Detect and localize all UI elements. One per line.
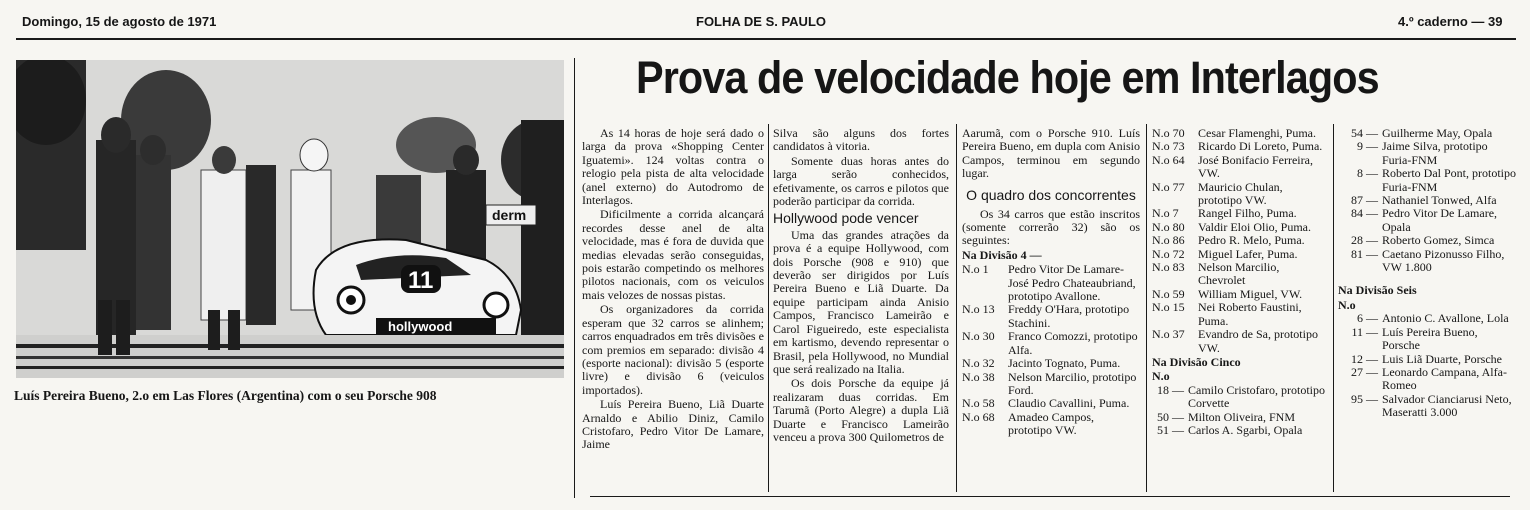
entry-list-item: 28 — Roberto Gomez, Simca: [1351, 233, 1495, 248]
paragraph: Os 34 carros que estão inscritos (somente correrão 32) são os seguintes:: [962, 206, 1140, 248]
car-number: 11: [408, 267, 434, 294]
entry-list-item: 95 — Salvador Cianciarusi Neto, Maseratti 3.000: [1351, 391, 1512, 420]
entry-list-item: N.o 72 Miguel Lafer, Puma.: [1152, 246, 1298, 261]
entry-list-item: 12 — Luis Liã Duarte, Porsche: [1351, 351, 1502, 366]
entry-list-item: N.o 7 Rangel Filho, Puma.: [1152, 206, 1297, 221]
entry-list-item: N.o 15 Nei Roberto Faustini, Puma.: [1152, 300, 1302, 328]
subheading: O quadro dos concorrentes: [966, 186, 1136, 203]
entry-list-item: N.o 13 Freddy O'Hara, prototipo Stachini.: [962, 302, 1130, 330]
entry-list-item: N.o 77 Mauricio Chulan, prototipo VW.: [1152, 179, 1283, 208]
photo-caption: Luís Pereira Bueno, 2.o em Las Flores (Argentina) com o seu Porsche 908: [14, 388, 437, 403]
paragraph: Uma das grandes atrações da prova é a equipe Hollywood, com dois Porsche (908 e 910) que deverão ser dirigidos por Luís Pereira Bueno e Liã Duarte. Da equipe participam ainda Anisio Campos, Francisco Lameirão e Carol Figueiredo, este especialista em kartismo, devendo representar o Brasil, pela Hollywood, no Mundial que será realizado na Italia.: [773, 227, 949, 376]
paragraph: Somente duas horas antes do larga serão conhecidos, efetivamente, os carros e pilotos que poderão participar da corrida.: [773, 153, 949, 209]
column-rule: [768, 124, 769, 492]
paragraph: Luís Pereira Bueno, Liã Duarte Arnaldo e Abilio Diniz, Camilo Cristofaro, Pedro Vitor De Lamare, Jaime: [582, 397, 764, 452]
column-rule: [956, 124, 957, 492]
column-rule: [1146, 124, 1147, 492]
issue-date: Domingo, 15 de agosto de 1971: [22, 14, 217, 29]
race-photo-illustration: [16, 60, 564, 378]
race-photo: [16, 60, 564, 378]
entry-list-item: N.o 83 Nelson Marcilio, Chevrolet: [1152, 260, 1280, 288]
entry-list-item: 27 — Leonardo Campana, Alfa-Romeo: [1351, 364, 1507, 393]
column-divider: [574, 58, 575, 498]
entry-list-item: 81 — Caetano Pizonusso Filho, VW 1.800: [1351, 246, 1505, 275]
car-sponsor-text: hollywood: [388, 319, 453, 334]
number-label: N.o: [1152, 369, 1170, 384]
division-heading: Na Divisão Cinco: [1152, 354, 1241, 369]
entry-list-item: N.o 58 Claudio Cavallini, Puma.: [962, 396, 1130, 411]
entry-list-item: 84 — Pedro Vitor De Lamare, Opala: [1351, 206, 1498, 234]
number-label: N.o: [1338, 297, 1356, 312]
entry-list-item: N.o 38 Nelson Marcilio, prototipo Ford.: [962, 369, 1137, 397]
entry-list-item: 8 — Roberto Dal Pont, prototipo Furia-FNM: [1357, 166, 1516, 194]
entry-list-item: N.o 1 Pedro Vitor De Lamare-José Pedro Chateaubriand, prototipo Avallone.: [962, 262, 1136, 304]
entry-list-item: N.o 70 Cesar Flamenghi, Puma.: [1152, 127, 1316, 140]
article-column-3: [962, 127, 1140, 489]
bottom-rule: [590, 496, 1510, 497]
entry-list-item: N.o 64 José Bonifacio Ferreira, VW.: [1152, 152, 1313, 181]
newspaper-name: FOLHA DE S. PAULO: [696, 14, 826, 29]
division-heading: Na Divisão Seis: [1338, 283, 1417, 298]
entry-list-item: 6 — Antonio C. Avallone, Lola: [1357, 311, 1509, 326]
paragraph: Os organizadores da corrida esperam que 32 carros se alinhem; carros enquadrados em três divisões e com premios em separado: divisão 4 (esporte nacional): divisão 5 (esporte livre) e divisão 6 (veiculos importados).: [582, 302, 764, 397]
article-column-4: [1152, 127, 1328, 489]
entry-list-item: 87 — Nathaniel Tonwed, Alfa: [1351, 193, 1497, 208]
paragraph: Dificilmente a corrida alcançará recordes desse anel de alta velocidade, mas é fora de duvida que medias elevadas serão conseguidas, pois estarão competindo os melhores pilotos nacionais, com os veiculos mais velozes de nossas pistas.: [582, 207, 764, 302]
entry-list-item: N.o 59 William Miguel, VW.: [1152, 286, 1303, 301]
entry-list-item: N.o 37 Evandro de Sa, prototipo VW.: [1152, 327, 1318, 355]
entry-list-item: N.o 86 Pedro R. Melo, Puma.: [1152, 233, 1305, 248]
paragraph: Aarumã, com o Porsche 910. Luís Pereira Bueno, em dupla com Anisio Campos, terminou em segundo lugar.: [962, 127, 1140, 181]
paragraph: Os dois Porsche da equipe já realizaram duas corridas. Em Tarumã (Porto Alegre) a dupla Liã Duarte e Francisco Lameirão venceu a prova 300 Quilometros de: [773, 376, 949, 444]
entry-list-item: 11 — Luís Pereira Bueno, Porsche: [1351, 324, 1478, 353]
entry-list-item: 51 — Carlos A. Sgarbi, Opala: [1157, 422, 1303, 437]
column-rule: [1333, 124, 1334, 492]
banner-text: derm: [492, 207, 527, 223]
article-column-2: [773, 127, 949, 489]
entry-list-item: 50 — Milton Oliveira, FNM: [1157, 409, 1295, 424]
entry-list-item: N.o 30 Franco Comozzi, prototipo Alfa.: [962, 329, 1138, 357]
entry-list-item: 18 — Camilo Cristofaro, prototipo Corvette: [1157, 382, 1325, 411]
page-section: 4.º caderno — 39: [1398, 14, 1503, 29]
entry-list-item: N.o 68 Amadeo Campos, prototipo VW.: [962, 409, 1094, 438]
entry-list-item: N.o 73 Ricardo Di Loreto, Puma.: [1152, 139, 1323, 154]
paragraph: As 14 horas de hoje será dado o larga da prova «Shopping Center Iguatemi». 124 voltas contra o relogio pela pista de alta velocidade (anel externo) do Autodromo de Interlagos.: [582, 127, 764, 208]
division-heading: Na Divisão 4 —: [962, 247, 1042, 262]
entry-list-item: 54 — Guilherme May, Opala: [1351, 127, 1493, 140]
entry-list-item: N.o 80 Valdir Eloi Olio, Puma.: [1152, 219, 1311, 234]
article-column-1: [582, 127, 764, 489]
article-column-5: [1338, 127, 1518, 489]
header-rule: [16, 38, 1516, 40]
article-headline: Prova de velocidade hoje em Interlagos: [636, 52, 1379, 103]
entry-list-item: 9 — Jaime Silva, prototipo Furia-FNM: [1357, 139, 1488, 167]
paragraph: Silva são alguns dos fortes candidatos à vitoria.: [773, 127, 949, 154]
subheading: Hollywood pode vencer: [773, 210, 919, 227]
entry-list-item: N.o 32 Jacinto Tognato, Puma.: [962, 356, 1121, 371]
